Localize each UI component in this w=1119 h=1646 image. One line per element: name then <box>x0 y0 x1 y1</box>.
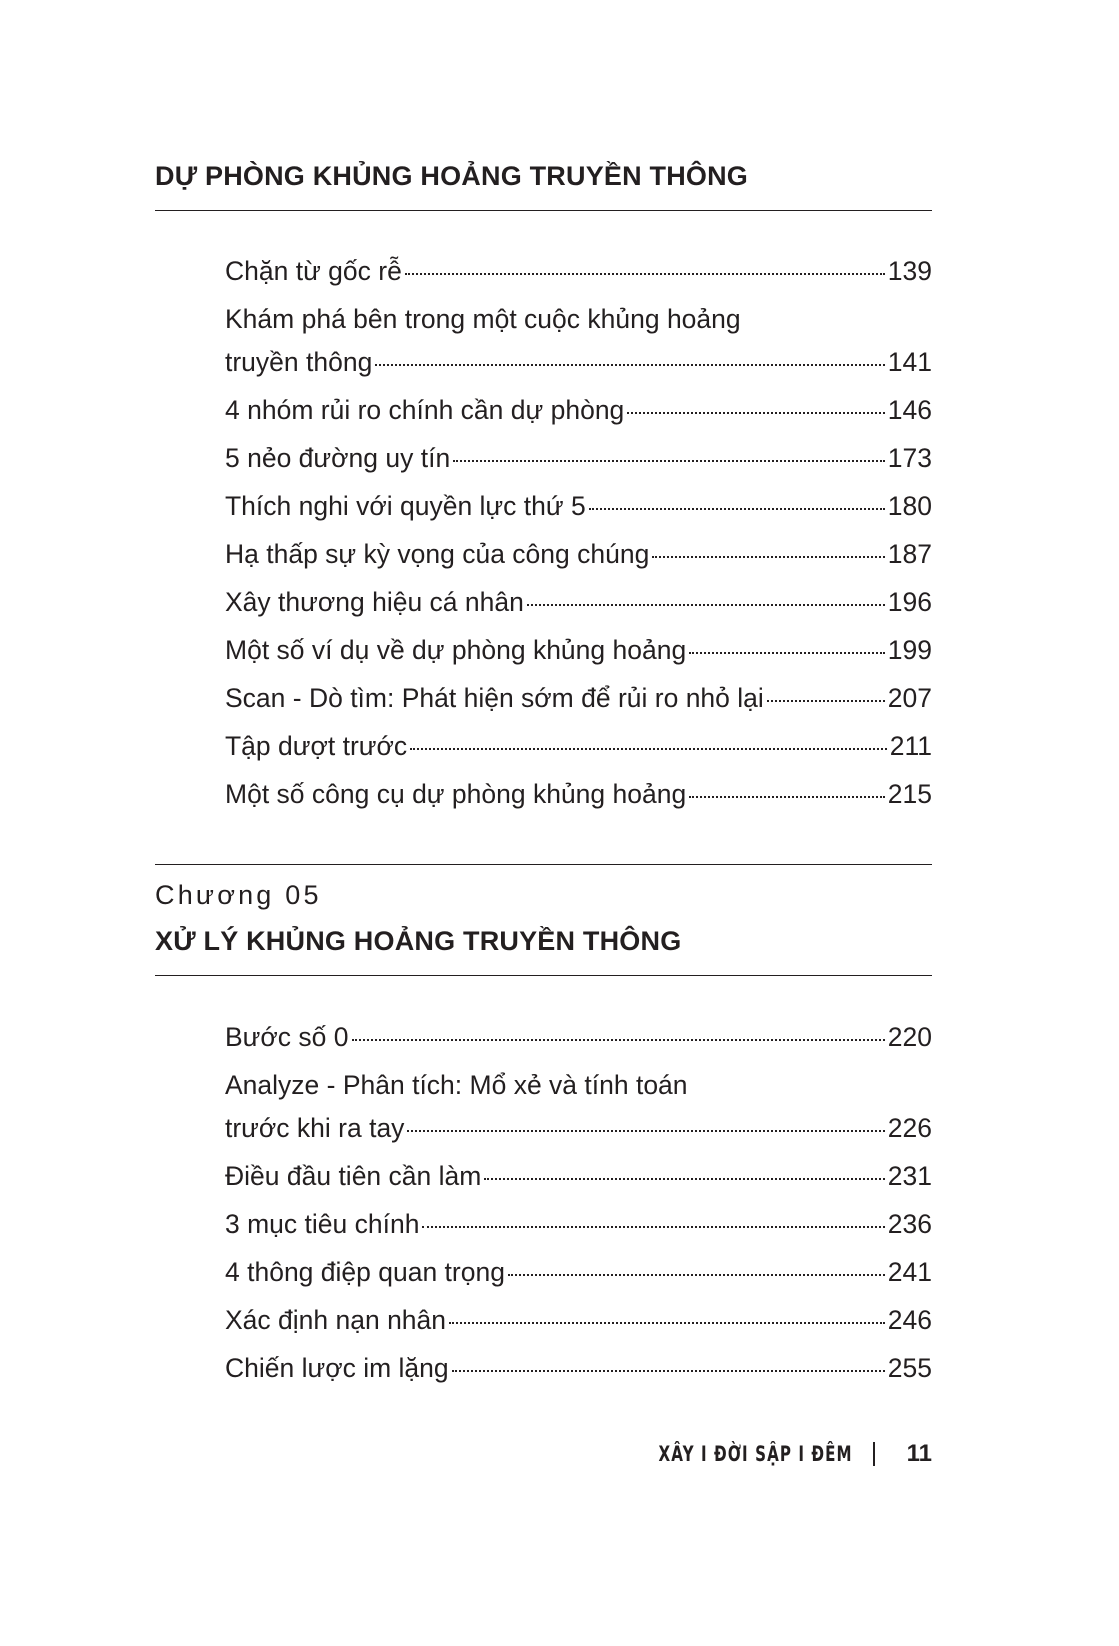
toc-page-number: 231 <box>887 1161 932 1191</box>
toc-entry-title: trước khi ra tay <box>225 1113 405 1143</box>
dot-leader <box>405 273 885 275</box>
dot-leader <box>484 1178 884 1180</box>
chapter-divider-top <box>155 864 932 865</box>
toc-list-handling <box>225 1016 932 1395</box>
toc-page-number: 220 <box>887 1022 932 1052</box>
toc-page-number: 236 <box>887 1209 932 1239</box>
book-title: XÂY I ĐỜI SẬP I ĐÊM <box>658 1442 854 1466</box>
toc-entry-title: 5 nẻo đường uy tín <box>225 443 451 473</box>
toc-entry[interactable] <box>225 389 932 432</box>
toc-page-number: 180 <box>887 491 932 521</box>
toc-page-number: 211 <box>889 731 932 761</box>
toc-page-number: 199 <box>887 635 932 665</box>
toc-entry[interactable] <box>225 773 932 816</box>
dot-leader <box>627 412 884 414</box>
toc-list-prevention <box>225 250 932 821</box>
dot-leader <box>508 1274 885 1276</box>
dot-leader <box>453 460 885 462</box>
toc-entry[interactable] <box>225 1347 932 1390</box>
toc-entry[interactable] <box>225 437 932 480</box>
dot-leader <box>452 1370 885 1372</box>
page-footer <box>583 1440 932 1468</box>
toc-entry[interactable] <box>225 1016 932 1059</box>
section-divider <box>155 975 932 976</box>
toc-entry[interactable] <box>225 298 932 384</box>
dot-leader <box>527 604 885 606</box>
toc-entry-title: Một số ví dụ về dự phòng khủng hoảng <box>225 635 687 665</box>
dot-leader <box>352 1039 885 1041</box>
dot-leader <box>767 700 885 702</box>
toc-entry[interactable] <box>225 1064 932 1150</box>
toc-entry[interactable] <box>225 533 932 576</box>
dot-leader <box>652 556 884 558</box>
section-title-handling: XỬ LÝ KHỦNG HOẢNG TRUYỀN THÔNG <box>155 926 682 956</box>
toc-page-number: 141 <box>887 347 932 377</box>
dot-leader <box>375 364 884 366</box>
dot-leader <box>449 1322 885 1324</box>
toc-entry[interactable] <box>225 581 932 624</box>
toc-page-number: 215 <box>887 779 932 809</box>
toc-page-number: 196 <box>887 587 932 617</box>
toc-page-number: 241 <box>887 1257 932 1287</box>
toc-entry-title-line1: Analyze - Phân tích: Mổ xẻ và tính toán <box>225 1070 688 1100</box>
toc-page-number: 255 <box>887 1353 932 1383</box>
toc-page-number: 173 <box>887 443 932 473</box>
dot-leader <box>410 748 887 750</box>
toc-entry-title: Tập dượt trước <box>225 731 408 761</box>
toc-entry-title: Hạ thấp sự kỳ vọng của công chúng <box>225 539 650 569</box>
toc-entry[interactable] <box>225 1299 932 1342</box>
dot-leader <box>407 1130 884 1132</box>
dot-leader <box>689 796 885 798</box>
toc-entry-title: 4 nhóm rủi ro chính cần dự phòng <box>225 395 625 425</box>
toc-entry[interactable] <box>225 629 932 672</box>
toc-page-number: 207 <box>887 683 932 713</box>
section-divider <box>155 210 932 211</box>
toc-entry-title: Một số công cụ dự phòng khủng hoảng <box>225 779 687 809</box>
dot-leader <box>689 652 885 654</box>
toc-entry-title: Điều đầu tiên cần làm <box>225 1161 482 1191</box>
toc-entry-title: Scan - Dò tìm: Phát hiện sớm để rủi ro nhỏ lại <box>225 683 764 713</box>
toc-entry[interactable] <box>225 677 932 720</box>
chapter-label: Chương 05 <box>155 880 322 910</box>
toc-page-number: 187 <box>887 539 932 569</box>
toc-entry[interactable] <box>225 250 932 293</box>
toc-entry-title: Thích nghi với quyền lực thứ 5 <box>225 491 586 521</box>
toc-page-number: 246 <box>887 1305 932 1335</box>
toc-entry-title: 3 mục tiêu chính <box>225 1209 420 1239</box>
section-title-prevention: DỰ PHÒNG KHỦNG HOẢNG TRUYỀN THÔNG <box>155 161 749 191</box>
toc-entry[interactable] <box>225 725 932 768</box>
footer-separator <box>873 1442 875 1466</box>
toc-entry[interactable] <box>225 1251 932 1294</box>
toc-entry-title-line1: Khám phá bên trong một cuộc khủng hoảng <box>225 304 741 334</box>
toc-page-number: 146 <box>887 395 932 425</box>
toc-entry-title: Xác định nạn nhân <box>225 1305 447 1335</box>
toc-entry-title: Chặn từ gốc rễ <box>225 256 402 286</box>
toc-entry[interactable] <box>225 485 932 528</box>
toc-entry-title: 4 thông điệp quan trọng <box>225 1257 505 1287</box>
toc-entry-title: Bước số 0 <box>225 1022 349 1052</box>
toc-entry-title: truyền thông <box>225 347 373 377</box>
toc-entry[interactable] <box>225 1203 932 1246</box>
toc-page-number: 139 <box>887 256 932 286</box>
toc-entry[interactable] <box>225 1155 932 1198</box>
dot-leader <box>589 508 885 510</box>
dot-leader <box>422 1226 884 1228</box>
toc-entry-title: Chiến lược im lặng <box>225 1353 449 1383</box>
toc-entry-title: Xây thương hiệu cá nhân <box>225 587 524 617</box>
page-number: 11 <box>906 1440 932 1467</box>
toc-page-number: 226 <box>887 1113 932 1143</box>
